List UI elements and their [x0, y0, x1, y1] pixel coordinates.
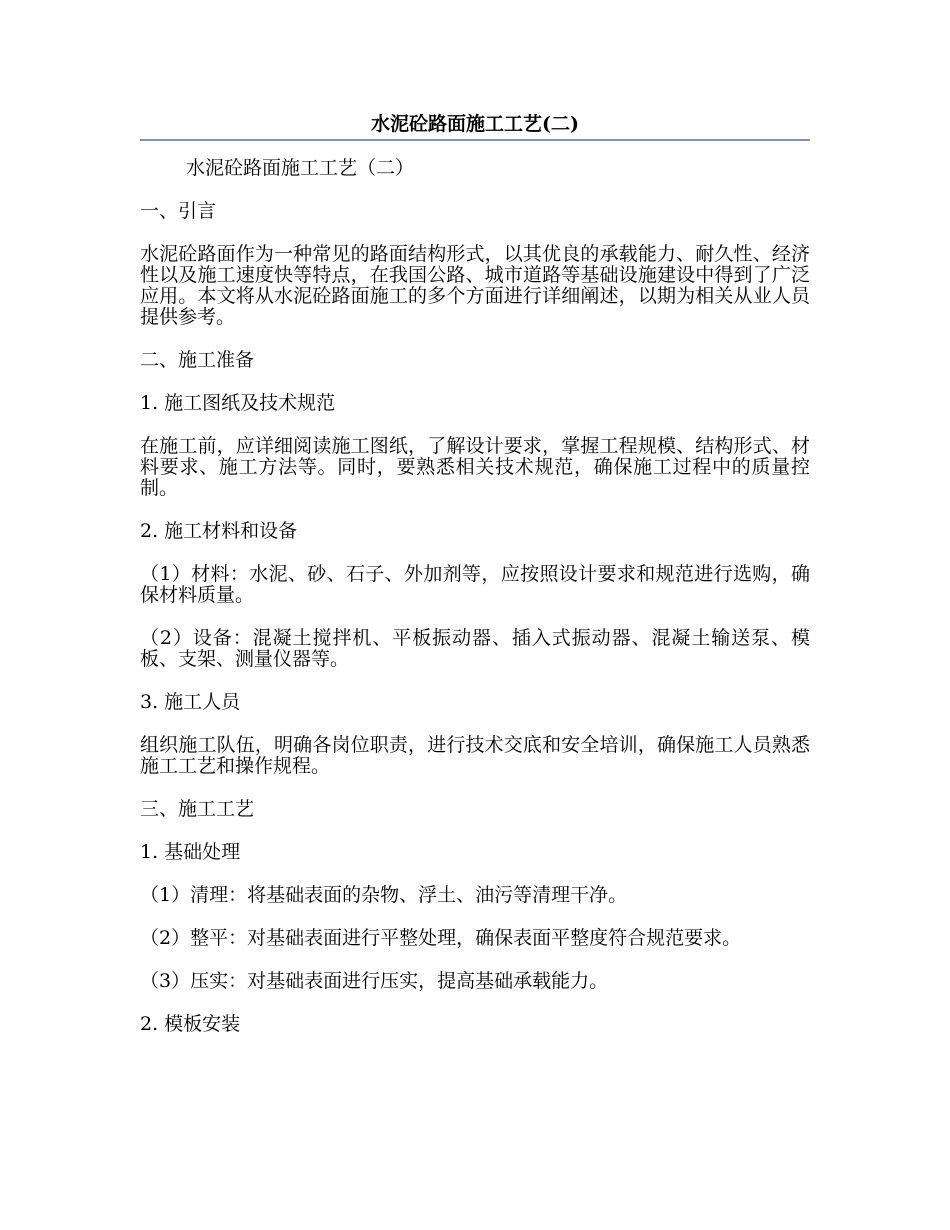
subsection-heading: 1. 基础处理 [140, 841, 241, 863]
body-paragraph: （3）压实：对基础表面进行压实，提高基础承载能力。 [140, 970, 609, 992]
subsection-heading: 2. 模板安装 [140, 1013, 241, 1035]
section-heading: 三、施工工艺 [140, 798, 255, 820]
body-paragraph: （1）清理：将基础表面的杂物、浮土、油污等清理干净。 [140, 884, 628, 906]
body-paragraph: 水泥砼路面作为一种常见的路面结构形式，以其优良的承载能力、耐久性、经济性以及施工速度快等特点，在我国公路、城市道路等基础设施建设中得到了广泛应用。本文将从水泥砼路面施工的多个方面进行详细阐述，以期为相关从业人员提供参考。 [140, 243, 810, 328]
subsection-heading: 1. 施工图纸及技术规范 [140, 392, 336, 414]
subsection-heading: 2. 施工材料和设备 [140, 520, 298, 542]
section-heading: 一、引言 [140, 200, 217, 222]
body-paragraph: 组织施工队伍，明确各岗位职责，进行技术交底和安全培训，确保施工人员熟悉施工工艺和操作规程。 [140, 734, 810, 777]
body-paragraph: 在施工前，应详细阅读施工图纸，了解设计要求，掌握工程规模、结构形式、材料要求、施工方法等。同时，要熟悉相关技术规范，确保施工过程中的质量控制。 [140, 435, 810, 499]
body-paragraph: （1）材料：水泥、砂、石子、外加剂等，应按照设计要求和规范进行选购，确保材料质量。 [140, 563, 810, 606]
section-heading: 二、施工准备 [140, 349, 255, 371]
body-paragraph: （2）整平：对基础表面进行平整处理，确保表面平整度符合规范要求。 [140, 927, 742, 949]
page-header-title: 水泥砼路面施工工艺(二) [371, 113, 579, 135]
header-divider [140, 139, 810, 141]
subsection-heading: 3. 施工人员 [140, 691, 241, 713]
document-title: 水泥砼路面施工工艺（二） [186, 157, 415, 179]
body-paragraph: （2）设备：混凝土搅拌机、平板振动器、插入式振动器、混凝土输送泵、模板、支架、测量仪器等。 [140, 627, 810, 670]
document-body [140, 158, 810, 1035]
